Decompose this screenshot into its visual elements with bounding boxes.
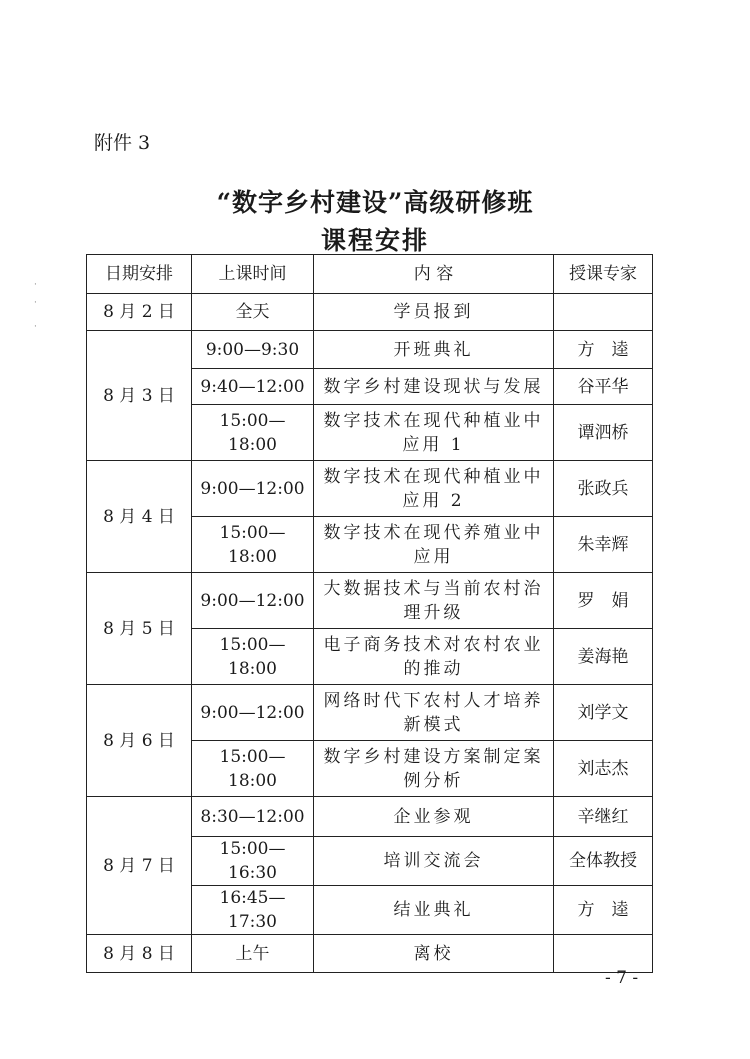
content-cell: 结业典礼 [314, 886, 554, 935]
expert-cell: 朱幸辉 [554, 517, 653, 573]
time-cell: 全天 [192, 294, 314, 331]
content-cell: 学员报到 [314, 294, 554, 331]
date-cell: 8 月 4 日 [87, 461, 192, 573]
time-cell: 上午 [192, 935, 314, 973]
expert-cell: 刘学文 [554, 685, 653, 741]
header-content: 内 容 [314, 255, 554, 294]
table-row [87, 935, 653, 973]
date-cell: 8 月 8 日 [87, 935, 192, 973]
content-cell: 数字技术在现代养殖业中应用 [314, 517, 554, 573]
content-cell: 数字技术在现代种植业中应用 1 [314, 405, 554, 461]
content-cell: 离校 [314, 935, 554, 973]
expert-cell: 谭泗桥 [554, 405, 653, 461]
content-cell: 电子商务技术对农村农业的推动 [314, 629, 554, 685]
content-cell: 数字技术在现代种植业中应用 2 [314, 461, 554, 517]
table-row [87, 461, 653, 517]
time-cell: 9:00—12:00 [192, 461, 314, 517]
content-cell: 大数据技术与当前农村治理升级 [314, 573, 554, 629]
expert-cell: 全体教授 [554, 837, 653, 886]
date-cell: 8 月 3 日 [87, 331, 192, 461]
page-number: - 7 - [605, 968, 639, 988]
table-header-row [87, 255, 653, 294]
date-cell: 8 月 2 日 [87, 294, 192, 331]
time-cell: 9:00—12:00 [192, 573, 314, 629]
content-cell: 培训交流会 [314, 837, 554, 886]
time-cell: 8:30—12:00 [192, 797, 314, 837]
time-cell: 16:45—17:30 [192, 886, 314, 935]
expert-cell: 方 逵 [554, 331, 653, 369]
table-row [87, 294, 653, 331]
time-cell: 15:00—18:00 [192, 629, 314, 685]
expert-cell [554, 935, 653, 973]
table-row [87, 685, 653, 741]
time-cell: 15:00—16:30 [192, 837, 314, 886]
date-cell: 8 月 7 日 [87, 797, 192, 935]
table-row [87, 331, 653, 369]
expert-cell: 姜海艳 [554, 629, 653, 685]
scan-speck: · [34, 298, 37, 308]
content-cell: 网络时代下农村人才培养新模式 [314, 685, 554, 741]
table-row [87, 797, 653, 837]
time-cell: 9:00—12:00 [192, 685, 314, 741]
scan-speck: · [34, 322, 37, 332]
document-subtitle: 课程安排 [320, 226, 429, 255]
expert-cell: 方 逵 [554, 886, 653, 935]
content-cell: 数字乡村建设方案制定案例分析 [314, 741, 554, 797]
time-cell: 15:00—18:00 [192, 517, 314, 573]
expert-cell: 谷平华 [554, 369, 653, 405]
time-cell: 9:40—12:00 [192, 369, 314, 405]
scan-speck: · [34, 280, 37, 290]
expert-cell: 张政兵 [554, 461, 653, 517]
header-expert: 授课专家 [554, 255, 653, 294]
content-cell: 数字乡村建设现状与发展 [314, 369, 554, 405]
table-row [87, 573, 653, 629]
date-cell: 8 月 6 日 [87, 685, 192, 797]
content-cell: 企业参观 [314, 797, 554, 837]
expert-cell: 刘志杰 [554, 741, 653, 797]
time-cell: 15:00—18:00 [192, 741, 314, 797]
time-cell: 15:00—18:00 [192, 405, 314, 461]
header-date: 日期安排 [87, 255, 192, 294]
schedule-table [86, 254, 653, 973]
expert-cell [554, 294, 653, 331]
expert-cell: 罗 娟 [554, 573, 653, 629]
time-cell: 9:00—9:30 [192, 331, 314, 369]
attachment-label: 附件 3 [94, 132, 151, 154]
date-cell: 8 月 5 日 [87, 573, 192, 685]
content-cell: 开班典礼 [314, 331, 554, 369]
expert-cell: 辛继红 [554, 797, 653, 837]
header-time: 上课时间 [192, 255, 314, 294]
document-title: “数字乡村建设”高级研修班 [216, 188, 534, 217]
